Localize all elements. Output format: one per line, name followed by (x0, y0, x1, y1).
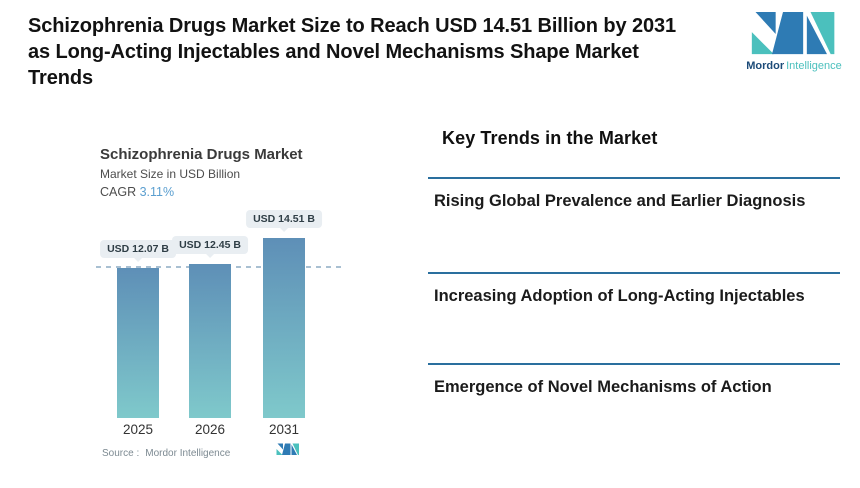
bar-2026 (189, 264, 231, 418)
brand-name-light: Intelligence (786, 60, 842, 72)
trend-2-title: Increasing Adoption of Long-Acting Injectables (434, 287, 805, 305)
chart-title: Schizophrenia Drugs Market (100, 146, 303, 163)
source-value: Mordor Intelligence (145, 448, 231, 459)
x-axis-label-2026: 2026 (194, 422, 226, 437)
page-title-line-1: Schizophrenia Drugs Market Size to Reach USD 14.51 Billion by 2031 (28, 15, 677, 37)
value-badge-2025: USD 12.07 B (100, 240, 176, 258)
chart-subtitle: Market Size in USD Billion (100, 167, 241, 181)
source-label: Source : (102, 448, 140, 459)
mordor-m-monogram-icon (750, 10, 838, 58)
bar-chart-plot (96, 210, 346, 437)
page-title-line-2: as Long-Acting Injectables and Novel Mechanisms Shape Market (28, 41, 639, 63)
mordor-intelligence-logo (746, 10, 842, 72)
brand-name-bold: Mordor (746, 60, 785, 72)
bar-2031 (263, 238, 305, 418)
x-axis-label-2025: 2025 (122, 422, 154, 437)
x-axis-label-2031: 2031 (268, 422, 300, 437)
trend-3-title: Emergence of Novel Mechanisms of Action (434, 378, 772, 396)
bar-2025 (117, 268, 159, 418)
brand-wordmark (746, 60, 842, 72)
value-badge-2031: USD 14.51 B (246, 210, 322, 228)
trend-item-1 (428, 177, 840, 214)
value-badge-2026: USD 12.45 B (172, 236, 248, 254)
mordor-m-mini-icon (276, 443, 300, 456)
trend-item-3 (428, 363, 840, 400)
trend-1-title: Rising Global Prevalence and Earlier Diagnosis (434, 192, 806, 210)
market-size-chart-card (96, 140, 346, 470)
page-title-line-3: Trends (28, 67, 93, 89)
chart-cagr (100, 185, 346, 199)
page-title (28, 13, 733, 91)
chart-source (102, 448, 230, 459)
trend-item-2 (428, 272, 840, 309)
key-trends-panel (428, 124, 840, 454)
cagr-value: 3.11% (139, 185, 175, 199)
cagr-label: CAGR (100, 185, 137, 199)
key-trends-heading: Key Trends in the Market (442, 128, 658, 148)
